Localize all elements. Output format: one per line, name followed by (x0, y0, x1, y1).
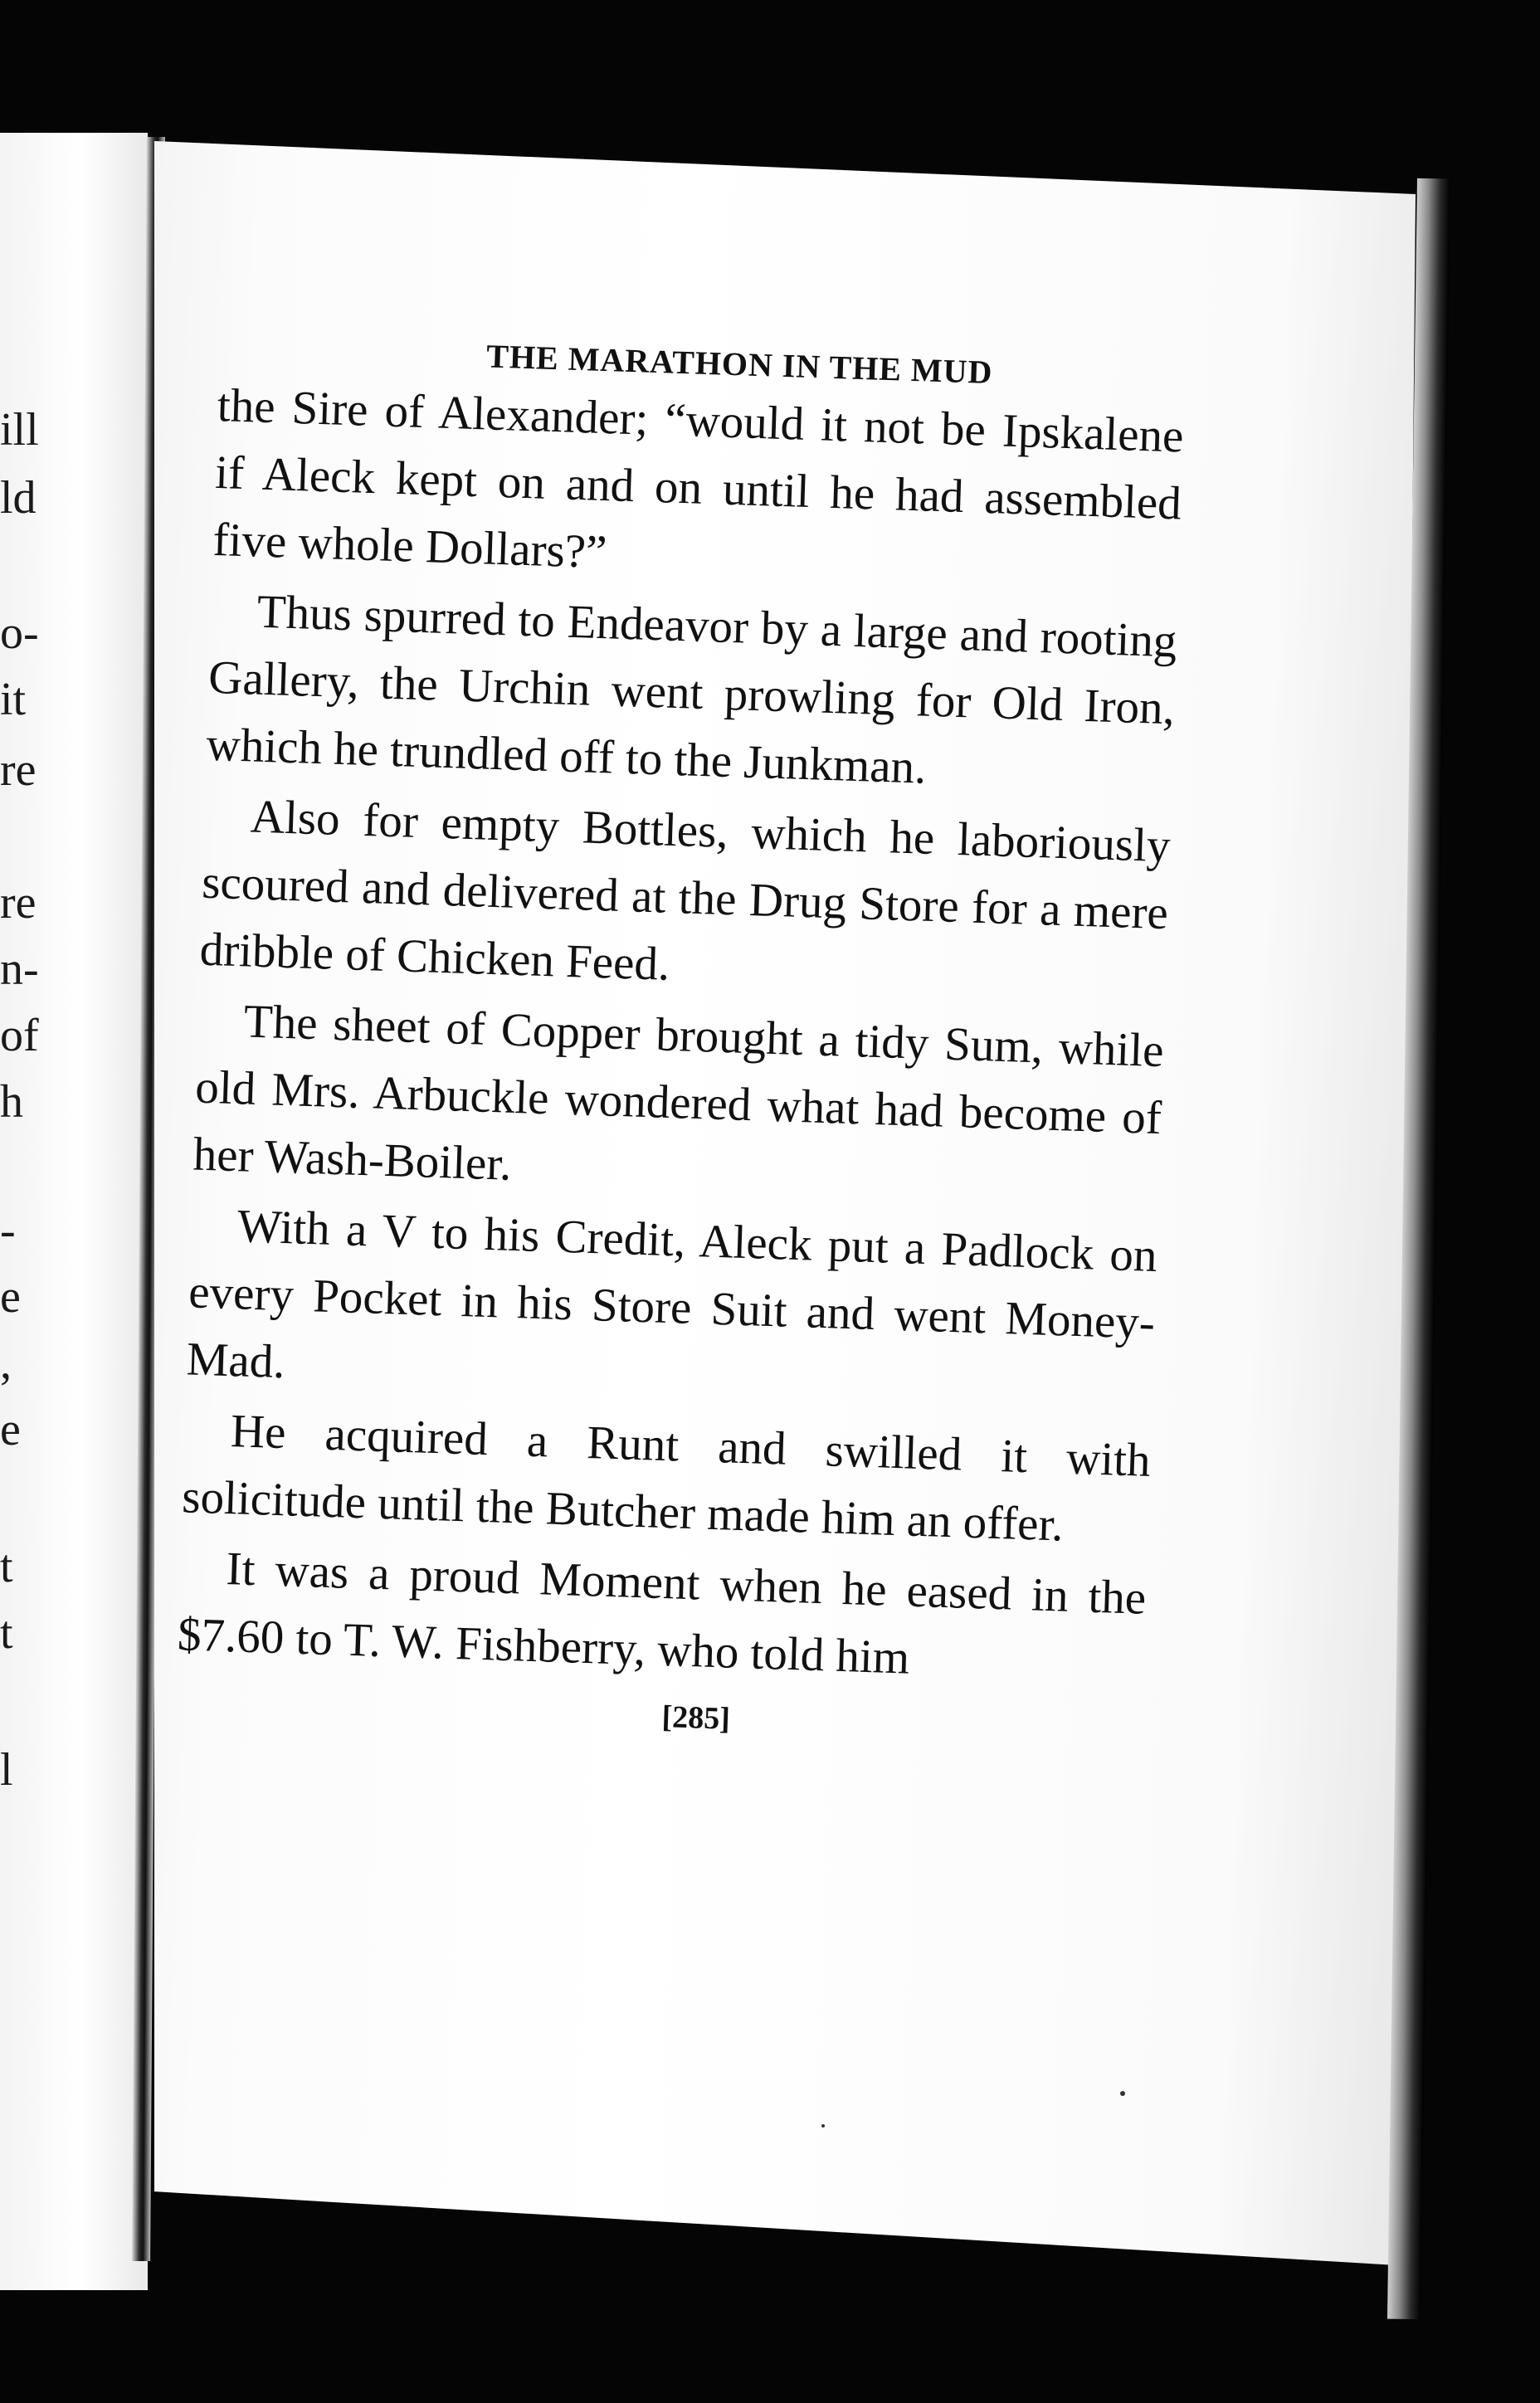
left-fragment: , (0, 1338, 12, 1389)
left-fragment: re (0, 877, 37, 929)
paragraph: With a V to his Credit, Aleck put a Padlock on every Pocket in his Store Suit and went Money-Mad. (185, 1200, 1158, 1389)
left-fragment: e (0, 1271, 21, 1323)
left-fragment: n- (0, 943, 39, 995)
page-number: [285] (660, 1699, 731, 1737)
paragraph: Also for empty Bottles, which he laboriously scoured and delivered at the Drug Store for a mere dribble of Chicken Feed. (198, 790, 1172, 991)
left-fragment: e (0, 1404, 21, 1455)
left-fragment: t (0, 1541, 13, 1592)
paragraph: the Sire of Alexander; “would it not be Ipskalene if Aleck kept on and on until he had assembled five whole Dollars?” (212, 378, 1185, 579)
left-fragment: re (0, 744, 37, 796)
paper-speck (1120, 2091, 1125, 2096)
previous-page-edge (0, 133, 148, 2290)
page-text (175, 328, 1187, 1751)
left-fragment: t (0, 1607, 13, 1659)
left-fragment: ld (0, 472, 37, 524)
paragraph: Thus spurred to Endeavor by a large and rooting Gallery, the Urchin went prowling for Old Iron, which he trundled off to the Junkman. (205, 585, 1178, 794)
paragraph: It was a proud Moment when he eased in the $7.60 to T. W. Fishberry, who told him (177, 1543, 1148, 1684)
left-fragment: of (0, 1010, 39, 1061)
left-fragment: it (0, 674, 27, 725)
left-fragment: l (0, 1744, 13, 1796)
running-head: THE MARATHON IN THE MUD (485, 337, 994, 392)
paragraph: The sheet of Copper brought a tidy Sum, while old Mrs. Arbuckle wondered what had become of her Wash-Boiler. (192, 995, 1165, 1191)
left-fragment: - (0, 1205, 16, 1256)
paragraph: He acquired a Runt and swilled it with solicitude until the Butcher made him an offer. (181, 1405, 1152, 1552)
left-fragment: ill (0, 404, 39, 456)
left-fragment: o- (0, 607, 39, 659)
paper-speck (821, 2124, 825, 2128)
left-fragment: h (0, 1076, 23, 1128)
